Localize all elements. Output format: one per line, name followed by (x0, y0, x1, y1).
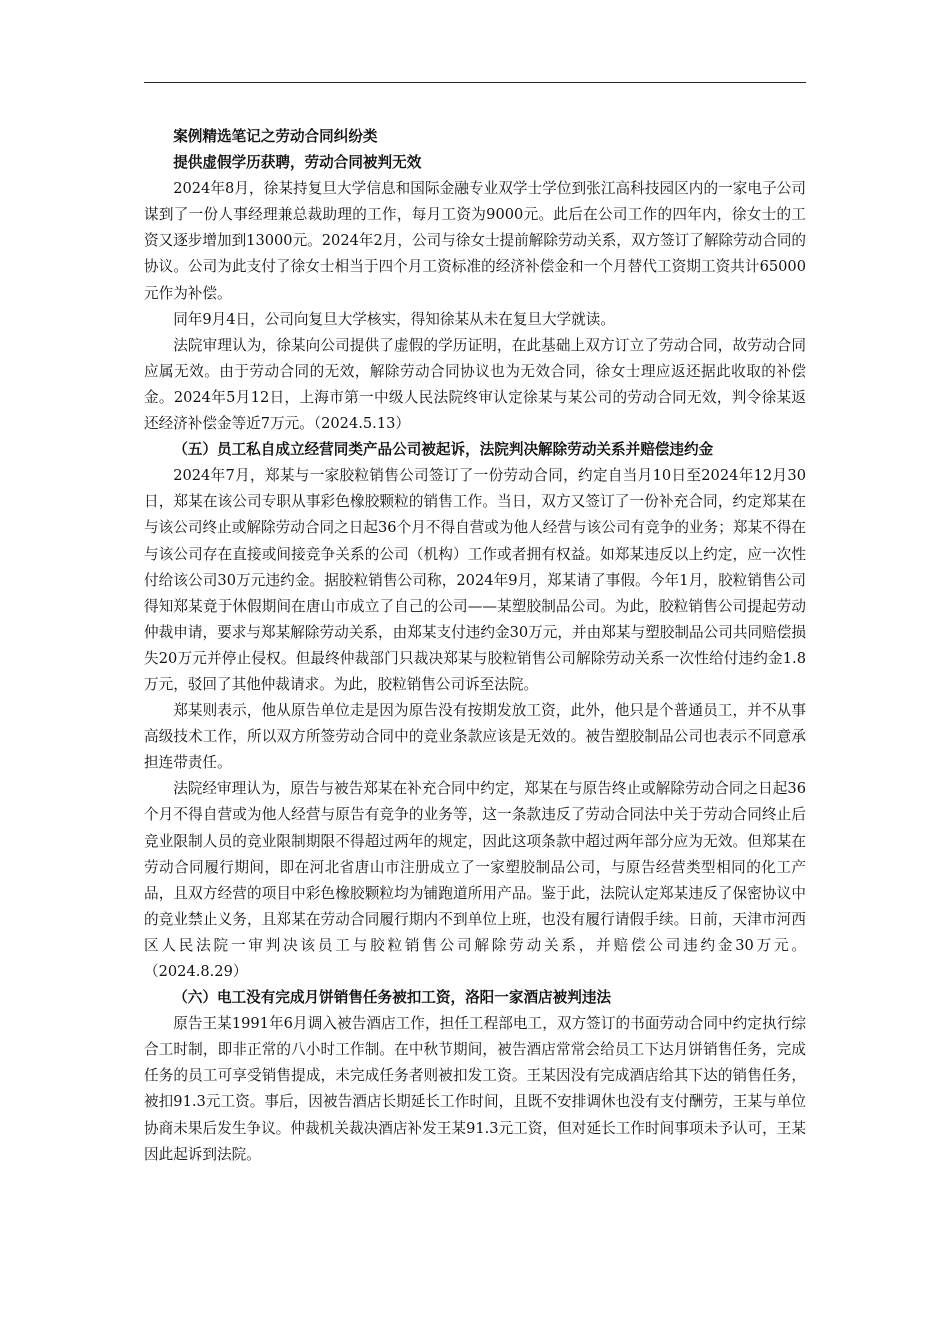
section-heading: （五）员工私自成立经营同类产品公司被起诉，法院判决解除劳动关系并赔偿违约金 (173, 441, 714, 459)
body-paragraph: 2024年8月，徐某持复旦大学信息和国际金融专业双学士学位到张江高科技园区内的一家电子公司谋到了一份人事经理兼总裁助理的工作，每月工资为9000元。此后在公司工作的四年内，徐女士的工资又逐步增加到13000元。2024年2月，公司与徐女士提前解除劳动关系，双方签订了解除劳动合同的协议。公司为此支付了徐女士相当于四个月工资标准的经济补偿金和一个月替代工资期工资共计65000元作为补偿。 (144, 180, 807, 302)
date-note: （2024.8.29） (144, 963, 248, 980)
body-paragraph: 法院审理认为，徐某向公司提供了虚假的学历证明，在此基础上双方订立了劳动合同，故劳动合同应属无效。由于劳动合同的无效，解除劳动合同协议也为无效合同，徐女士理应返还据此收取的补偿金。2024年5月12日，上海市第一中级人民法院终审认定徐某与某公司的劳动合同无效，判令徐某返还经济补偿金等近7万元。（2024.5.13） (144, 336, 806, 433)
body-paragraph: 法院经审理认为，原告与被告郑某在补充合同中约定，郑某在与原告终止或解除劳动合同之日起36个月不得自营或为他人经营与原告有竞争的业务等，这一条款违反了劳动合同法中关于劳动合同终止后竞业限制人员的竞业限制期限不得超过两年的规定，因此这项条款中超过两年部分应为无效。但郑某在劳动合同履行期间，即在河北省唐山市注册成立了一家塑胶制品公司，与原告经营类型相同的化工产品，且双方经营的项目中彩色橡胶颗粒均为铺跑道所用产品。鉴于此，法院认定郑某违反了保密协议中的竞业禁止义务，且郑某在劳动合同履行期内不到单位上班，也没有履行请假手续。日前，天津市河西区人民法院一审判决该员工与胶粒销售公司解除劳动关系，并赔偿公司违约金30万元。 (144, 780, 806, 954)
section-heading: （六）电工没有完成月饼销售任务被扣工资，洛阳一家酒店被判违法 (173, 989, 612, 1007)
document-title: 案例精选笔记之劳动合同纠纷类 (173, 128, 378, 145)
body-paragraph: 原告王某1991年6月调入被告酒店工作，担任工程部电工，双方签订的书面劳动合同中约定执行综合工时制，即非正常的八小时工作制。在中秋节期间，被告酒店常常会给员工下达月饼销售任务，完成任务的员工可享受销售提成，未完成任务者则被扣发工资。王某因没有完成酒店给其下达的销售任务，被扣91.3元工资。事后，因被告酒店长期延长工作时间，且既不安排调休也没有支付酬劳，王某与单位协商未果后发生争议。仲裁机关裁决酒店补发王某91.3元工资，但对延长工作时间事项未予认可，王某因此起诉到法院。 (144, 1015, 806, 1163)
body-paragraph: 同年9月4日，公司向复旦大学核实，得知徐某从未在复旦大学就读。 (173, 310, 615, 328)
document-body (144, 124, 806, 1168)
section-heading: 提供虚假学历获聘，劳动合同被判无效 (173, 154, 422, 172)
body-paragraph: 郑某则表示，他从原告单位走是因为原告没有按期发放工资，此外，他只是个普通员工，并不从事高级技术工作，所以双方所签劳动合同中的竞业条款应该是无效的。被告塑胶制品公司也表示不同意承担连带责任。 (144, 702, 806, 772)
header-rule (144, 82, 806, 83)
body-paragraph: 2024年7月，郑某与一家胶粒销售公司签订了一份劳动合同，约定自当月10日至2024年12月30日，郑某在该公司专职从事彩色橡胶颗粒的销售工作。当日，双方又签订了一份补充合同，约定郑某在与该公司终止或解除劳动合同之日起36个月不得自营或为他人经营与该公司有竞争的业务；郑某不得在与该公司存在直接或间接竞争关系的公司（机构）工作或者拥有权益。如郑某违反以上约定，应一次性付给该公司30万元违约金。据胶粒销售公司称，2024年9月，郑某请了事假。今年1月，胶粒销售公司得知郑某竟于休假期间在唐山市成立了自己的公司——某塑胶制品公司。为此，胶粒销售公司提起劳动仲裁申请，要求与郑某解除劳动关系，由郑某支付违约金30万元，并由郑某与塑胶制品公司共同赔偿损失20万元并停止侵权。但最终仲裁部门只裁决郑某与胶粒销售公司解除劳动关系一次性给付违约金1.8万元，驳回了其他仲裁请求。为此，胶粒销售公司诉至法院。 (144, 467, 806, 693)
